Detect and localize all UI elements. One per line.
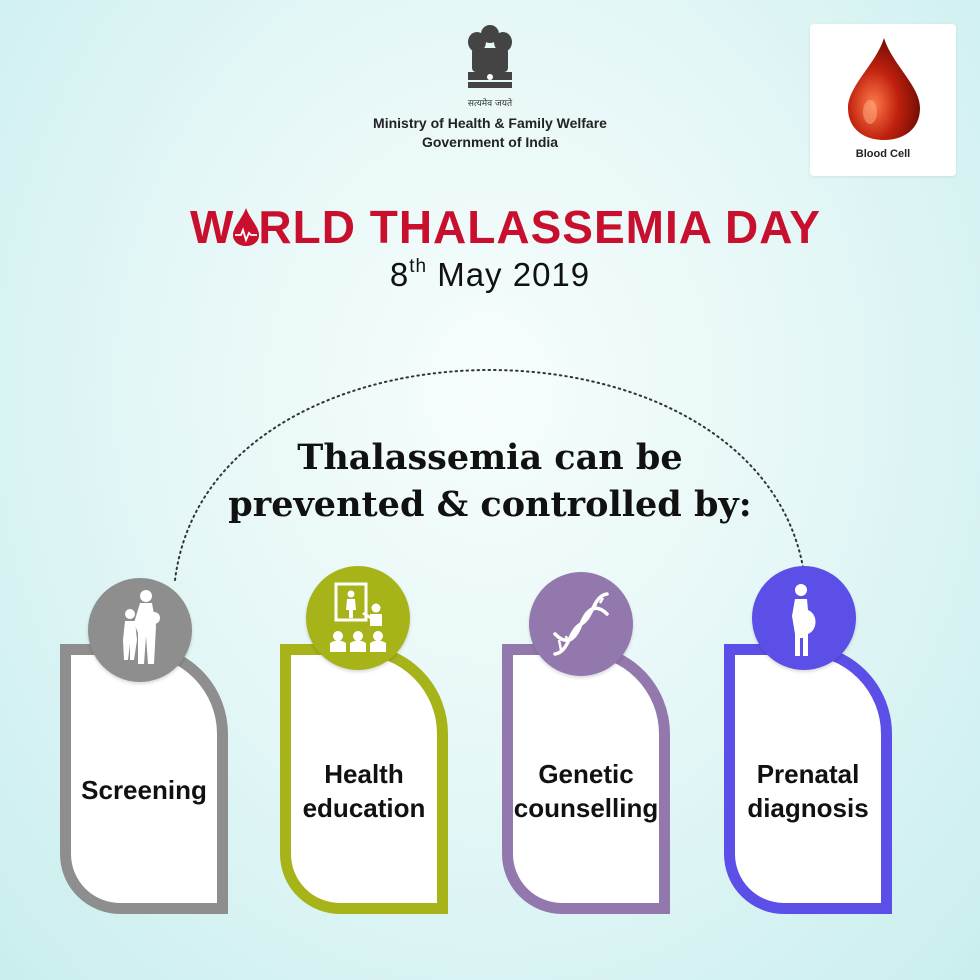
logo-caption: Blood Cell [855,148,911,160]
card-label-line1: Screening [81,775,207,805]
card-prenatal-diagnosis [724,644,892,914]
card-label-line2: education [302,793,426,823]
ministry-name: Ministry of Health & Family Welfare [373,115,607,131]
government-name: Government of India [421,134,559,150]
card-label-line1: Health [324,759,404,789]
dna-icon [529,572,633,676]
card-label-line2: counselling [513,793,659,823]
family-icon [88,578,192,682]
date-rest: May 2019 [437,256,591,293]
card-genetic-counselling [502,644,670,914]
screening-circle [88,578,192,682]
presentation-icon [306,566,410,670]
card-label [67,773,221,807]
genetic-counselling-circle [529,572,633,676]
card-label [731,757,885,825]
title-letter-w: W [190,201,235,253]
title-rest: RLD THALASSEMIA DAY [258,201,821,253]
health-education-circle [306,566,410,670]
date-day: 8 [389,256,410,293]
card-label-line1: Prenatal [756,759,860,789]
card-screening [60,644,228,914]
card-label [287,757,441,825]
card-label-line2: diagnosis [747,793,869,823]
prenatal-diagnosis-circle [752,566,856,670]
headline [190,434,790,528]
date-suffix: th [409,256,428,277]
headline-line2: prevented & controlled by: [228,484,752,525]
card-label [509,757,663,825]
card-health-education [280,644,448,914]
card-label-line1: Genetic [538,759,634,789]
emblem-motto: सत्यमेव जयते [467,99,513,109]
headline-line1: Thalassemia can be [297,437,683,478]
pregnant-woman-icon [752,566,856,670]
